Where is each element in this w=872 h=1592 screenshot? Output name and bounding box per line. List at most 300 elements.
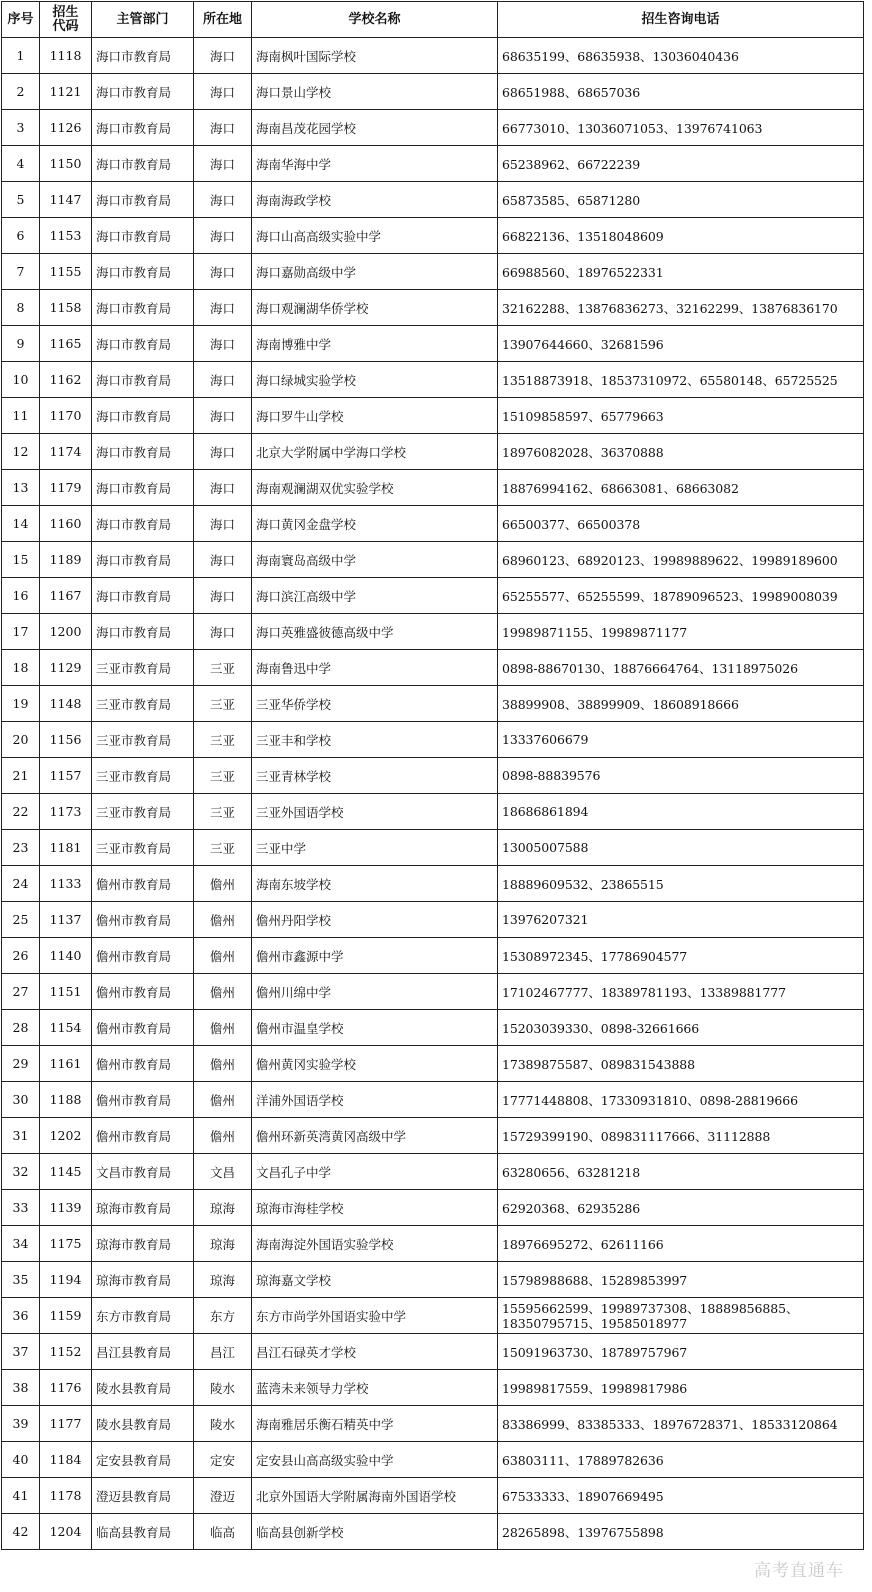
cell-code: 1137 [40,902,92,938]
cell-department: 海口市教育局 [92,326,194,362]
cell-department: 海口市教育局 [92,398,194,434]
cell-school-name: 文昌孔子中学 [252,1154,498,1190]
cell-school-name: 三亚外国语学校 [252,794,498,830]
cell-school-name: 儋州川绵中学 [252,974,498,1010]
cell-department: 昌江县教育局 [92,1334,194,1370]
cell-index: 20 [2,722,40,758]
cell-location: 海口 [194,506,252,542]
cell-school-name: 海口英雅盛彼德高级中学 [252,614,498,650]
cell-phone: 38899908、38899909、18608918666 [498,686,864,722]
cell-code: 1200 [40,614,92,650]
cell-index: 10 [2,362,40,398]
cell-code: 1133 [40,866,92,902]
header-school: 学校名称 [252,2,498,38]
cell-department: 海口市教育局 [92,470,194,506]
cell-department: 儋州市教育局 [92,902,194,938]
cell-phone: 18976695272、62611166 [498,1226,864,1262]
cell-phone: 15109858597、65779663 [498,398,864,434]
table-row [2,1082,864,1118]
cell-school-name: 三亚中学 [252,830,498,866]
cell-code: 1188 [40,1082,92,1118]
table-row [2,1406,864,1442]
cell-school-name: 海南博雅中学 [252,326,498,362]
cell-index: 40 [2,1442,40,1478]
cell-department: 澄迈县教育局 [92,1478,194,1514]
cell-index: 34 [2,1226,40,1262]
cell-location: 琼海 [194,1262,252,1298]
table-row [2,38,864,74]
table-row [2,1190,864,1226]
cell-location: 海口 [194,614,252,650]
cell-code: 1177 [40,1406,92,1442]
header-code-line2: 代码 [52,18,79,34]
cell-phone: 67533333、18907669495 [498,1478,864,1514]
cell-index: 13 [2,470,40,506]
cell-phone: 19989817559、19989817986 [498,1370,864,1406]
cell-location: 琼海 [194,1190,252,1226]
cell-school-name: 海南华海中学 [252,146,498,182]
cell-department: 儋州市教育局 [92,1082,194,1118]
cell-index: 31 [2,1118,40,1154]
cell-location: 儋州 [194,1010,252,1046]
cell-phone: 32162288、13876836273、32162299、13876836170 [498,290,864,326]
cell-location: 儋州 [194,938,252,974]
cell-department: 海口市教育局 [92,506,194,542]
cell-school-name: 蓝湾未来领导力学校 [252,1370,498,1406]
cell-location: 海口 [194,38,252,74]
cell-code: 1170 [40,398,92,434]
cell-location: 海口 [194,470,252,506]
header-row [2,2,864,38]
cell-school-name: 海南海政学校 [252,182,498,218]
cell-school-name: 海口罗牛山学校 [252,398,498,434]
table-row [2,326,864,362]
cell-location: 儋州 [194,974,252,1010]
cell-school-name: 三亚丰和学校 [252,722,498,758]
table-row [2,614,864,650]
cell-location: 海口 [194,398,252,434]
table-row [2,686,864,722]
table-row [2,650,864,686]
cell-department: 海口市教育局 [92,290,194,326]
cell-department: 儋州市教育局 [92,1010,194,1046]
cell-department: 海口市教育局 [92,578,194,614]
table-row [2,1442,864,1478]
cell-phone: 18976082028、36370888 [498,434,864,470]
cell-school-name: 海南观澜湖双优实验学校 [252,470,498,506]
cell-school-name: 北京大学附属中学海口学校 [252,434,498,470]
cell-phone: 0898-88839576 [498,758,864,794]
cell-location: 三亚 [194,686,252,722]
table-row [2,290,864,326]
cell-phone: 83386999、83385333、18976728371、18533120864 [498,1406,864,1442]
cell-index: 1 [2,38,40,74]
header-phone: 招生咨询电话 [498,2,864,38]
cell-index: 39 [2,1406,40,1442]
cell-code: 1157 [40,758,92,794]
cell-index: 33 [2,1190,40,1226]
cell-code: 1202 [40,1118,92,1154]
cell-location: 临高 [194,1514,252,1550]
table-row [2,506,864,542]
cell-location: 东方 [194,1298,252,1334]
cell-department: 儋州市教育局 [92,1046,194,1082]
cell-index: 23 [2,830,40,866]
table-row [2,1046,864,1082]
table-row [2,1010,864,1046]
cell-phone: 63803111、17889782636 [498,1442,864,1478]
cell-location: 海口 [194,434,252,470]
cell-index: 11 [2,398,40,434]
cell-phone: 13518873918、18537310972、65580148、65725525 [498,362,864,398]
cell-phone: 13907644660、32681596 [498,326,864,362]
cell-code: 1184 [40,1442,92,1478]
cell-index: 28 [2,1010,40,1046]
cell-index: 27 [2,974,40,1010]
cell-school-name: 东方市尚学外国语实验中学 [252,1298,498,1334]
cell-school-name: 海口景山学校 [252,74,498,110]
cell-code: 1140 [40,938,92,974]
cell-department: 海口市教育局 [92,182,194,218]
cell-location: 海口 [194,146,252,182]
table-row [2,254,864,290]
cell-phone: 0898-88670130、18876664764、13118975026 [498,650,864,686]
cell-location: 陵水 [194,1406,252,1442]
cell-index: 17 [2,614,40,650]
table-row [2,470,864,506]
header-idx: 序号 [2,2,40,38]
cell-location: 文昌 [194,1154,252,1190]
table-row [2,758,864,794]
cell-department: 临高县教育局 [92,1514,194,1550]
cell-code: 1173 [40,794,92,830]
cell-code: 1165 [40,326,92,362]
cell-department: 琼海市教育局 [92,1226,194,1262]
table-row [2,1370,864,1406]
cell-school-name: 北京外国语大学附属海南外国语学校 [252,1478,498,1514]
table-row [2,1334,864,1370]
table-row [2,794,864,830]
cell-department: 海口市教育局 [92,434,194,470]
cell-department: 三亚市教育局 [92,830,194,866]
cell-department: 海口市教育局 [92,362,194,398]
cell-department: 陵水县教育局 [92,1406,194,1442]
cell-department: 三亚市教育局 [92,758,194,794]
cell-phone: 15091963730、18789757967 [498,1334,864,1370]
table-row [2,74,864,110]
cell-code: 1189 [40,542,92,578]
cell-location: 三亚 [194,794,252,830]
cell-code: 1121 [40,74,92,110]
cell-phone: 68960123、68920123、19989889622、19989189600 [498,542,864,578]
school-table [1,1,864,1550]
cell-index: 42 [2,1514,40,1550]
table-row [2,542,864,578]
cell-code: 1148 [40,686,92,722]
cell-index: 21 [2,758,40,794]
cell-code: 1162 [40,362,92,398]
cell-phone: 66500377、66500378 [498,506,864,542]
cell-index: 18 [2,650,40,686]
cell-location: 海口 [194,254,252,290]
cell-department: 三亚市教育局 [92,650,194,686]
table-row [2,722,864,758]
cell-code: 1174 [40,434,92,470]
table-row [2,434,864,470]
cell-school-name: 海口黄冈金盘学校 [252,506,498,542]
header-code-line1: 招生 [52,4,79,20]
cell-location: 陵水 [194,1370,252,1406]
cell-location: 海口 [194,290,252,326]
table-row [2,182,864,218]
table-row [2,1262,864,1298]
cell-department: 文昌市教育局 [92,1154,194,1190]
cell-code: 1179 [40,470,92,506]
cell-department: 定安县教育局 [92,1442,194,1478]
cell-department: 海口市教育局 [92,218,194,254]
cell-location: 儋州 [194,1118,252,1154]
cell-code: 1154 [40,1010,92,1046]
cell-code: 1147 [40,182,92,218]
cell-code: 1129 [40,650,92,686]
table-row [2,938,864,974]
header-code [40,2,92,38]
cell-index: 5 [2,182,40,218]
cell-school-name: 临高县创新学校 [252,1514,498,1550]
header-location: 所在地 [194,2,252,38]
cell-school-name: 儋州丹阳学校 [252,902,498,938]
cell-code: 1159 [40,1298,92,1334]
cell-index: 30 [2,1082,40,1118]
cell-school-name: 海南枫叶国际学校 [252,38,498,74]
cell-phone: 17102467777、18389781193、13389881777 [498,974,864,1010]
cell-code: 1151 [40,974,92,1010]
cell-school-name: 三亚华侨学校 [252,686,498,722]
cell-index: 12 [2,434,40,470]
cell-department: 海口市教育局 [92,74,194,110]
table-row [2,110,864,146]
cell-phone: 15308972345、17786904577 [498,938,864,974]
cell-location: 海口 [194,110,252,146]
cell-school-name: 儋州市温皇学校 [252,1010,498,1046]
cell-index: 32 [2,1154,40,1190]
cell-location: 儋州 [194,1082,252,1118]
table-row [2,146,864,182]
cell-school-name: 海南海淀外国语实验学校 [252,1226,498,1262]
cell-location: 海口 [194,74,252,110]
cell-phone: 15203039330、0898-32661666 [498,1010,864,1046]
table-row [2,974,864,1010]
cell-index: 14 [2,506,40,542]
table-row [2,1154,864,1190]
cell-school-name: 海南昌茂花园学校 [252,110,498,146]
cell-phone: 13005007588 [498,830,864,866]
cell-phone: 13976207321 [498,902,864,938]
cell-index: 24 [2,866,40,902]
cell-phone: 17389875587、089831543888 [498,1046,864,1082]
cell-code: 1145 [40,1154,92,1190]
cell-phone: 13337606679 [498,722,864,758]
cell-code: 1126 [40,110,92,146]
cell-index: 38 [2,1370,40,1406]
cell-school-name: 三亚青林学校 [252,758,498,794]
table-row [2,1514,864,1550]
cell-phone: 65255577、65255599、18789096523、19989008039 [498,578,864,614]
cell-phone: 15798988688、15289853997 [498,1262,864,1298]
cell-department: 琼海市教育局 [92,1190,194,1226]
cell-code: 1152 [40,1334,92,1370]
table-row [2,362,864,398]
cell-school-name: 琼海市海桂学校 [252,1190,498,1226]
cell-index: 15 [2,542,40,578]
cell-code: 1178 [40,1478,92,1514]
cell-phone: 28265898、13976755898 [498,1514,864,1550]
cell-school-name: 海南东坡学校 [252,866,498,902]
cell-location: 儋州 [194,902,252,938]
cell-department: 海口市教育局 [92,110,194,146]
cell-location: 澄迈 [194,1478,252,1514]
cell-phone: 19989871155、19989871177 [498,614,864,650]
table-row [2,902,864,938]
cell-location: 定安 [194,1442,252,1478]
cell-code: 1204 [40,1514,92,1550]
cell-school-name: 海南鲁迅中学 [252,650,498,686]
table-row [2,830,864,866]
cell-phone: 18686861894 [498,794,864,830]
cell-phone: 66773010、13036071053、13976741063 [498,110,864,146]
table-row [2,1478,864,1514]
table-body [2,38,864,1550]
cell-school-name: 定安县山高高级实验中学 [252,1442,498,1478]
table-row [2,1118,864,1154]
cell-department: 儋州市教育局 [92,1118,194,1154]
cell-school-name: 海南雅居乐衡石精英中学 [252,1406,498,1442]
cell-index: 2 [2,74,40,110]
cell-location: 三亚 [194,722,252,758]
cell-code: 1176 [40,1370,92,1406]
cell-phone: 68651988、68657036 [498,74,864,110]
cell-department: 海口市教育局 [92,146,194,182]
cell-location: 儋州 [194,1046,252,1082]
cell-school-name: 儋州黄冈实验学校 [252,1046,498,1082]
cell-code: 1160 [40,506,92,542]
cell-code: 1158 [40,290,92,326]
cell-index: 3 [2,110,40,146]
watermark-text: 高考直通车 [754,1561,844,1581]
cell-phone: 15595662599、19989737308、18889856885、18350795715、19585018977 [498,1298,864,1334]
cell-index: 36 [2,1298,40,1334]
cell-department: 儋州市教育局 [92,938,194,974]
table-row [2,578,864,614]
cell-location: 三亚 [194,650,252,686]
cell-phone: 65238962、66722239 [498,146,864,182]
cell-index: 8 [2,290,40,326]
cell-code: 1150 [40,146,92,182]
cell-school-name: 儋州市鑫源中学 [252,938,498,974]
cell-phone: 63280656、63281218 [498,1154,864,1190]
cell-index: 22 [2,794,40,830]
cell-department: 海口市教育局 [92,38,194,74]
cell-index: 19 [2,686,40,722]
cell-index: 9 [2,326,40,362]
cell-phone: 18889609532、23865515 [498,866,864,902]
cell-school-name: 海口绿城实验学校 [252,362,498,398]
cell-code: 1153 [40,218,92,254]
cell-school-name: 海口观澜湖华侨学校 [252,290,498,326]
cell-department: 三亚市教育局 [92,794,194,830]
cell-phone: 68635199、68635938、13036040436 [498,38,864,74]
header-dept: 主管部门 [92,2,194,38]
cell-index: 7 [2,254,40,290]
table-row [2,218,864,254]
cell-school-name: 海口山高高级实验中学 [252,218,498,254]
table-row [2,1298,864,1334]
cell-phone: 66822136、13518048609 [498,218,864,254]
cell-school-name: 儋州环新英湾黄冈高级中学 [252,1118,498,1154]
cell-code: 1161 [40,1046,92,1082]
cell-department: 琼海市教育局 [92,1262,194,1298]
cell-school-name: 海口滨江高级中学 [252,578,498,614]
table-row [2,1226,864,1262]
cell-location: 海口 [194,326,252,362]
cell-school-name: 洋浦外国语学校 [252,1082,498,1118]
cell-location: 海口 [194,218,252,254]
cell-code: 1167 [40,578,92,614]
cell-location: 海口 [194,542,252,578]
cell-school-name: 琼海嘉文学校 [252,1262,498,1298]
cell-school-name: 昌江石碌英才学校 [252,1334,498,1370]
cell-code: 1156 [40,722,92,758]
cell-location: 昌江 [194,1334,252,1370]
cell-location: 三亚 [194,830,252,866]
cell-phone: 17771448808、17330931810、0898-28819666 [498,1082,864,1118]
table-row [2,398,864,434]
cell-location: 海口 [194,362,252,398]
cell-code: 1139 [40,1190,92,1226]
cell-department: 三亚市教育局 [92,722,194,758]
cell-phone: 62920368、62935286 [498,1190,864,1226]
cell-school-name: 海南寰岛高级中学 [252,542,498,578]
cell-department: 陵水县教育局 [92,1370,194,1406]
cell-phone: 15729399190、089831117666、31112888 [498,1118,864,1154]
cell-department: 海口市教育局 [92,254,194,290]
cell-index: 29 [2,1046,40,1082]
cell-location: 海口 [194,578,252,614]
cell-phone: 66988560、18976522331 [498,254,864,290]
cell-index: 41 [2,1478,40,1514]
cell-index: 25 [2,902,40,938]
cell-department: 儋州市教育局 [92,974,194,1010]
cell-department: 东方市教育局 [92,1298,194,1334]
cell-department: 海口市教育局 [92,614,194,650]
cell-code: 1181 [40,830,92,866]
table-row [2,866,864,902]
cell-phone: 65873585、65871280 [498,182,864,218]
cell-location: 三亚 [194,758,252,794]
cell-index: 4 [2,146,40,182]
cell-location: 琼海 [194,1226,252,1262]
cell-code: 1155 [40,254,92,290]
cell-code: 1175 [40,1226,92,1262]
cell-department: 儋州市教育局 [92,866,194,902]
cell-index: 37 [2,1334,40,1370]
cell-index: 16 [2,578,40,614]
cell-phone: 18876994162、68663081、68663082 [498,470,864,506]
cell-code: 1194 [40,1262,92,1298]
cell-school-name: 海口嘉勋高级中学 [252,254,498,290]
cell-department: 海口市教育局 [92,542,194,578]
cell-code: 1118 [40,38,92,74]
